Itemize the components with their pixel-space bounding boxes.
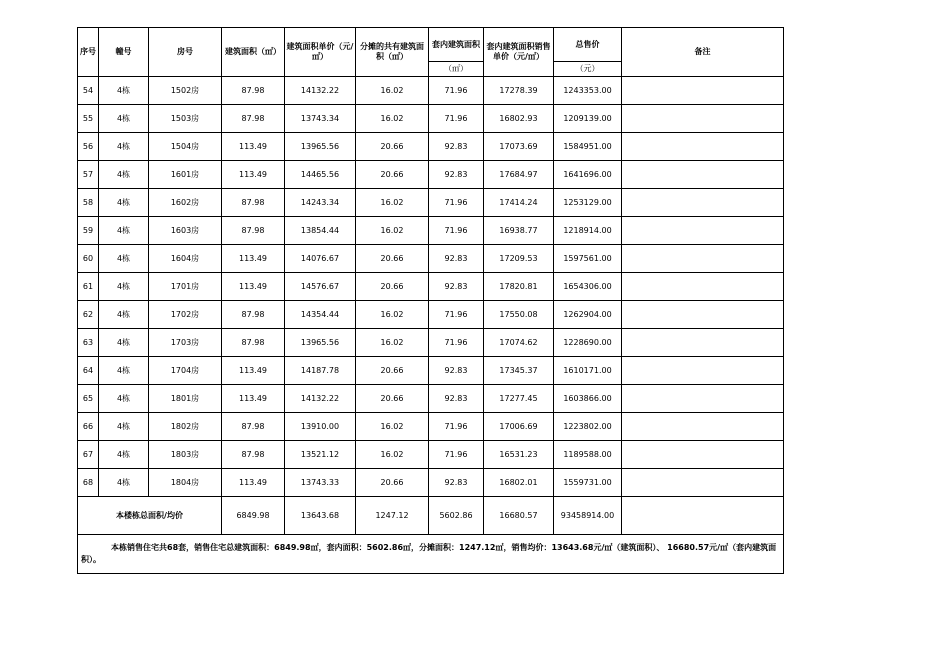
cell-total-price: 1223802.00 — [554, 413, 622, 441]
cell-unit-price: 13854.44 — [285, 217, 356, 245]
cell-seq: 64 — [78, 357, 99, 385]
cell-unit-price: 13743.34 — [285, 105, 356, 133]
cell-inner-area: 71.96 — [429, 441, 484, 469]
cell-building: 4栋 — [99, 273, 149, 301]
cell-room: 1502房 — [149, 77, 222, 105]
cell-unit-price: 14132.22 — [285, 77, 356, 105]
price-list-sheet — [77, 27, 783, 574]
cell-total-price: 1228690.00 — [554, 329, 622, 357]
summary-inner-area: 5602.86 — [429, 497, 484, 535]
summary-label: 本楼栋总面积/均价 — [78, 497, 222, 535]
cell-inner-unit-price: 17278.39 — [484, 77, 554, 105]
cell-inner-area: 71.96 — [429, 301, 484, 329]
cell-area: 87.98 — [222, 189, 285, 217]
cell-seq: 63 — [78, 329, 99, 357]
table-row — [78, 77, 784, 105]
cell-room: 1603房 — [149, 217, 222, 245]
cell-total-price: 1641696.00 — [554, 161, 622, 189]
cell-room: 1801房 — [149, 385, 222, 413]
cell-seq: 60 — [78, 245, 99, 273]
cell-total-price: 1209139.00 — [554, 105, 622, 133]
header-building: 幢号 — [99, 28, 149, 77]
cell-inner-unit-price: 17074.62 — [484, 329, 554, 357]
note-text: 本栋销售住宅共68套，销售住宅总建筑面积：6849.98㎡，套内面积：5602.86㎡，分摊面积：1247.12㎡，销售均价：13643.68元/㎡（建筑面积）、 16680.57元/㎡（套内建筑面积）。 — [81, 543, 777, 564]
cell-inner-unit-price: 16802.01 — [484, 469, 554, 497]
cell-total-price: 1610171.00 — [554, 357, 622, 385]
cell-area: 87.98 — [222, 217, 285, 245]
cell-remark — [622, 385, 784, 413]
cell-total-price: 1218914.00 — [554, 217, 622, 245]
cell-area: 87.98 — [222, 301, 285, 329]
header-seq: 序号 — [78, 28, 99, 77]
table-row — [78, 133, 784, 161]
cell-shared-area: 16.02 — [356, 105, 429, 133]
cell-total-price: 1189588.00 — [554, 441, 622, 469]
cell-building: 4栋 — [99, 77, 149, 105]
cell-remark — [622, 189, 784, 217]
cell-room: 1503房 — [149, 105, 222, 133]
cell-building: 4栋 — [99, 105, 149, 133]
price-table — [77, 27, 784, 574]
summary-total-price: 93458914.00 — [554, 497, 622, 535]
cell-total-price: 1243353.00 — [554, 77, 622, 105]
summary-shared-area: 1247.12 — [356, 497, 429, 535]
cell-total-price: 1253129.00 — [554, 189, 622, 217]
cell-area: 87.98 — [222, 329, 285, 357]
cell-building: 4栋 — [99, 245, 149, 273]
cell-total-price: 1654306.00 — [554, 273, 622, 301]
cell-shared-area: 16.02 — [356, 189, 429, 217]
cell-seq: 55 — [78, 105, 99, 133]
cell-building: 4栋 — [99, 413, 149, 441]
cell-inner-area: 71.96 — [429, 105, 484, 133]
cell-seq: 58 — [78, 189, 99, 217]
table-row — [78, 217, 784, 245]
cell-unit-price: 14243.34 — [285, 189, 356, 217]
cell-inner-unit-price: 17684.97 — [484, 161, 554, 189]
cell-unit-price: 14076.67 — [285, 245, 356, 273]
cell-seq: 57 — [78, 161, 99, 189]
cell-inner-unit-price: 17550.08 — [484, 301, 554, 329]
header-inner-unit-price: 套内建筑面积销售单价（元/㎡） — [484, 28, 554, 77]
cell-building: 4栋 — [99, 357, 149, 385]
cell-remark — [622, 217, 784, 245]
table-row — [78, 189, 784, 217]
header-inner-area: 套内建筑面积 — [429, 28, 484, 62]
cell-seq: 67 — [78, 441, 99, 469]
cell-shared-area: 16.02 — [356, 329, 429, 357]
cell-shared-area: 16.02 — [356, 217, 429, 245]
cell-inner-area: 92.83 — [429, 245, 484, 273]
cell-area: 87.98 — [222, 77, 285, 105]
cell-building: 4栋 — [99, 189, 149, 217]
cell-building: 4栋 — [99, 385, 149, 413]
cell-room: 1701房 — [149, 273, 222, 301]
cell-shared-area: 20.66 — [356, 133, 429, 161]
cell-building: 4栋 — [99, 441, 149, 469]
table-row — [78, 413, 784, 441]
note-row — [78, 535, 784, 574]
cell-area: 87.98 — [222, 105, 285, 133]
cell-area: 113.49 — [222, 133, 285, 161]
cell-remark — [622, 133, 784, 161]
table-row — [78, 329, 784, 357]
cell-inner-area: 71.96 — [429, 77, 484, 105]
cell-inner-area: 92.83 — [429, 385, 484, 413]
summary-unit-price: 13643.68 — [285, 497, 356, 535]
cell-inner-area: 71.96 — [429, 413, 484, 441]
cell-unit-price: 14465.56 — [285, 161, 356, 189]
cell-inner-unit-price: 16938.77 — [484, 217, 554, 245]
cell-unit-price: 14187.78 — [285, 357, 356, 385]
cell-room: 1602房 — [149, 189, 222, 217]
cell-room: 1702房 — [149, 301, 222, 329]
cell-shared-area: 20.66 — [356, 245, 429, 273]
cell-total-price: 1559731.00 — [554, 469, 622, 497]
cell-seq: 66 — [78, 413, 99, 441]
cell-inner-area: 92.83 — [429, 357, 484, 385]
table-row — [78, 273, 784, 301]
cell-inner-unit-price: 17277.45 — [484, 385, 554, 413]
cell-seq: 59 — [78, 217, 99, 245]
cell-room: 1601房 — [149, 161, 222, 189]
cell-room: 1704房 — [149, 357, 222, 385]
cell-seq: 65 — [78, 385, 99, 413]
note-cell — [78, 535, 784, 574]
cell-room: 1802房 — [149, 413, 222, 441]
summary-inner-unit-price: 16680.57 — [484, 497, 554, 535]
table-row — [78, 245, 784, 273]
header-area: 建筑面积（㎡） — [222, 28, 285, 77]
cell-room: 1804房 — [149, 469, 222, 497]
cell-unit-price: 14132.22 — [285, 385, 356, 413]
header-total-price: 总售价 — [554, 28, 622, 62]
cell-inner-unit-price: 17820.81 — [484, 273, 554, 301]
cell-remark — [622, 441, 784, 469]
cell-unit-price: 13521.12 — [285, 441, 356, 469]
table-body — [78, 77, 784, 497]
table-row — [78, 161, 784, 189]
cell-room: 1504房 — [149, 133, 222, 161]
cell-area: 113.49 — [222, 357, 285, 385]
cell-remark — [622, 329, 784, 357]
cell-room: 1803房 — [149, 441, 222, 469]
cell-shared-area: 16.02 — [356, 441, 429, 469]
cell-room: 1703房 — [149, 329, 222, 357]
cell-area: 113.49 — [222, 469, 285, 497]
cell-inner-area: 92.83 — [429, 469, 484, 497]
cell-seq: 62 — [78, 301, 99, 329]
cell-inner-unit-price: 16802.93 — [484, 105, 554, 133]
cell-inner-unit-price: 17209.53 — [484, 245, 554, 273]
cell-total-price: 1262904.00 — [554, 301, 622, 329]
cell-inner-unit-price: 17006.69 — [484, 413, 554, 441]
header-total-price-unit: （元） — [554, 62, 622, 77]
cell-building: 4栋 — [99, 301, 149, 329]
cell-shared-area: 16.02 — [356, 413, 429, 441]
cell-building: 4栋 — [99, 469, 149, 497]
cell-building: 4栋 — [99, 161, 149, 189]
cell-remark — [622, 77, 784, 105]
cell-building: 4栋 — [99, 217, 149, 245]
cell-area: 113.49 — [222, 245, 285, 273]
cell-remark — [622, 357, 784, 385]
cell-shared-area: 16.02 — [356, 77, 429, 105]
cell-seq: 61 — [78, 273, 99, 301]
cell-shared-area: 20.66 — [356, 161, 429, 189]
cell-shared-area: 20.66 — [356, 385, 429, 413]
cell-remark — [622, 469, 784, 497]
summary-area: 6849.98 — [222, 497, 285, 535]
cell-remark — [622, 273, 784, 301]
header-inner-area-unit: （㎡） — [429, 62, 484, 77]
cell-inner-area: 71.96 — [429, 217, 484, 245]
cell-building: 4栋 — [99, 133, 149, 161]
cell-shared-area: 20.66 — [356, 357, 429, 385]
table-row — [78, 357, 784, 385]
cell-unit-price: 14576.67 — [285, 273, 356, 301]
cell-seq: 68 — [78, 469, 99, 497]
cell-remark — [622, 245, 784, 273]
cell-inner-unit-price: 17073.69 — [484, 133, 554, 161]
header-remark: 备注 — [622, 28, 784, 77]
cell-total-price: 1584951.00 — [554, 133, 622, 161]
cell-unit-price: 13965.56 — [285, 329, 356, 357]
cell-inner-area: 92.83 — [429, 161, 484, 189]
cell-inner-area: 71.96 — [429, 189, 484, 217]
cell-unit-price: 14354.44 — [285, 301, 356, 329]
cell-seq: 54 — [78, 77, 99, 105]
cell-inner-area: 92.83 — [429, 133, 484, 161]
header-unit-price: 建筑面积单价（元/㎡） — [285, 28, 356, 77]
cell-remark — [622, 105, 784, 133]
cell-shared-area: 20.66 — [356, 469, 429, 497]
cell-area: 113.49 — [222, 273, 285, 301]
cell-remark — [622, 301, 784, 329]
cell-building: 4栋 — [99, 329, 149, 357]
cell-unit-price: 13965.56 — [285, 133, 356, 161]
cell-unit-price: 13743.33 — [285, 469, 356, 497]
table-row — [78, 469, 784, 497]
cell-shared-area: 16.02 — [356, 301, 429, 329]
cell-remark — [622, 161, 784, 189]
table-row — [78, 441, 784, 469]
header-room: 房号 — [149, 28, 222, 77]
cell-inner-unit-price: 17345.37 — [484, 357, 554, 385]
table-row — [78, 301, 784, 329]
summary-row — [78, 497, 784, 535]
cell-inner-unit-price: 17414.24 — [484, 189, 554, 217]
cell-inner-unit-price: 16531.23 — [484, 441, 554, 469]
cell-inner-area: 71.96 — [429, 329, 484, 357]
summary-remark — [622, 497, 784, 535]
cell-room: 1604房 — [149, 245, 222, 273]
header-shared-area: 分摊的共有建筑面积（㎡） — [356, 28, 429, 77]
cell-area: 113.49 — [222, 161, 285, 189]
table-row — [78, 385, 784, 413]
cell-area: 87.98 — [222, 413, 285, 441]
cell-total-price: 1597561.00 — [554, 245, 622, 273]
cell-area: 87.98 — [222, 441, 285, 469]
cell-shared-area: 20.66 — [356, 273, 429, 301]
cell-unit-price: 13910.00 — [285, 413, 356, 441]
cell-remark — [622, 413, 784, 441]
table-row — [78, 105, 784, 133]
cell-total-price: 1603866.00 — [554, 385, 622, 413]
cell-inner-area: 92.83 — [429, 273, 484, 301]
cell-seq: 56 — [78, 133, 99, 161]
cell-area: 113.49 — [222, 385, 285, 413]
